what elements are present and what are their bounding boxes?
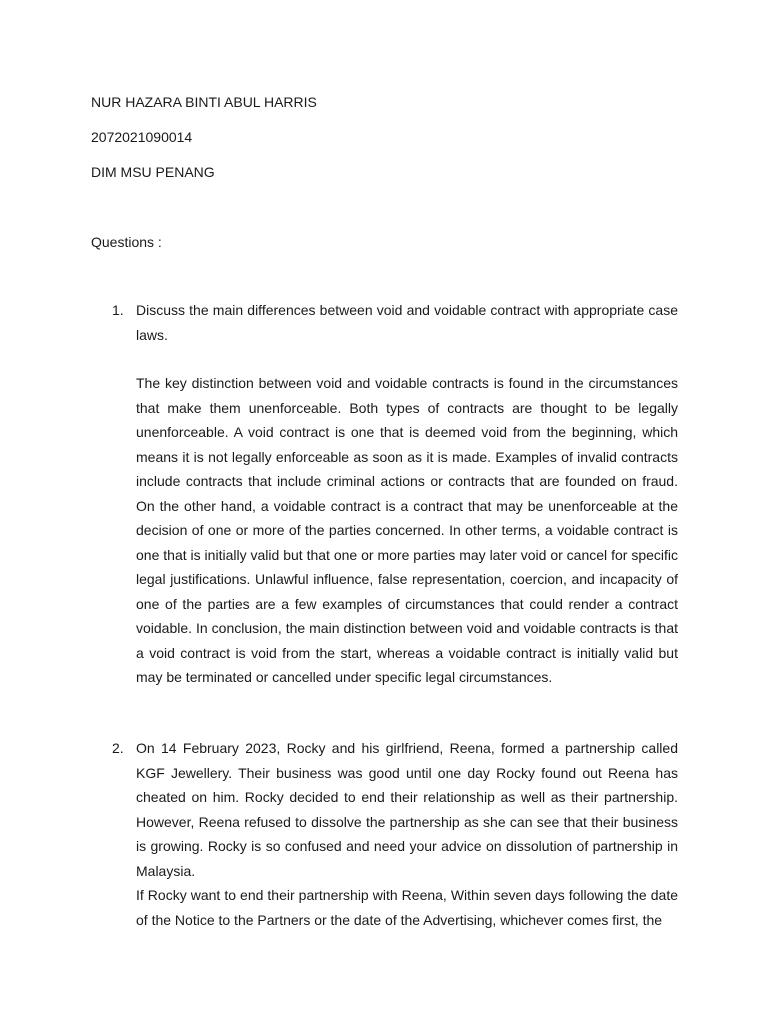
- institution-name: DIM MSU PENANG: [91, 164, 215, 180]
- question-2: [112, 736, 678, 883]
- questions-label: Questions :: [91, 234, 162, 250]
- question-1: [112, 298, 678, 347]
- question-number: 1.: [112, 302, 124, 318]
- student-name: NUR HAZARA BINTI ABUL HARRIS: [91, 94, 317, 110]
- question-text: Discuss the main differences between void and voidable contract with appropriate case laws.: [136, 302, 678, 343]
- question-text: On 14 February 2023, Rocky and his girlfriend, Reena, formed a partnership called KGF Jewellery. Their business was good until one day Rocky found out Reena has cheated on him. Rocky decided to end their relationship as well as their partnership. However, Reena refused to dissolve the partnership as she can see that their business is growing. Rocky is so confused and need your advice on dissolution of partnership in Malaysia.: [136, 740, 678, 879]
- question-number: 2.: [112, 740, 124, 756]
- answer-2: If Rocky want to end their partnership with Reena, Within seven days following the date of the Notice to the Partners or the date of the Advertising, whichever comes first, the: [136, 887, 678, 928]
- answer-1: The key distinction between void and voidable contracts is found in the circumstances that make them unenforceable. Both types of contracts are thought to be legally unenforceable. A void contract is one that is deemed void from the beginning, which means it is not legally enforceable as soon as it is made. Examples of invalid contracts include contracts that include criminal actions or contracts that are founded on fraud. On the other hand, a voidable contract is a contract that may be unenforceable at the decision of one or more of the parties concerned. In other terms, a voidable contract is one that is initially valid but that one or more parties may later void or cancel for specific legal justifications. Unlawful influence, false representation, coercion, and incapacity of one of the parties are a few examples of circumstances that could render a contract voidable. In conclusion, the main distinction between void and voidable contracts is that a void contract is void from the start, whereas a voidable contract is initially valid but may be terminated or cancelled under specific legal circumstances.: [136, 375, 678, 685]
- student-id: 2072021090014: [91, 129, 193, 145]
